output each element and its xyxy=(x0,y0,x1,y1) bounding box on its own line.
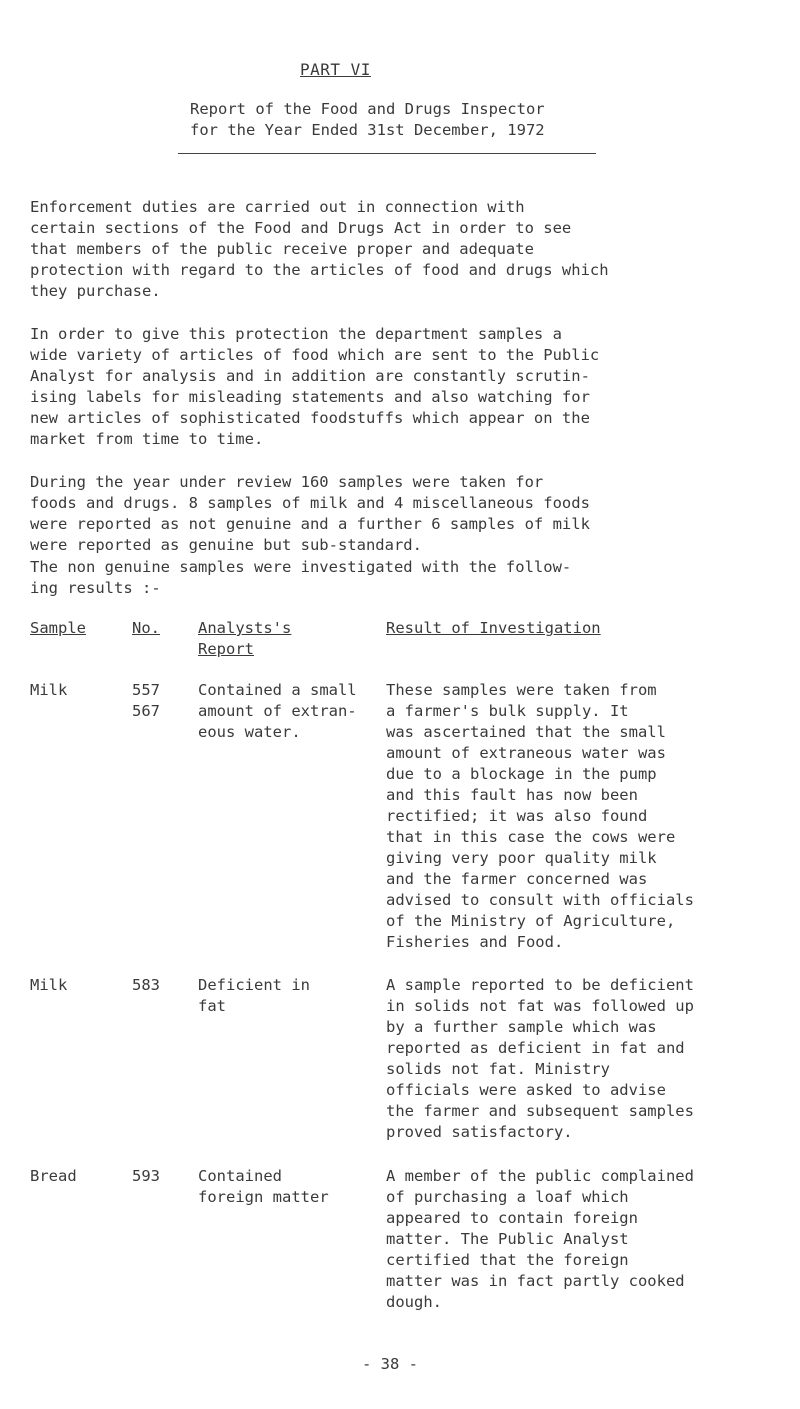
row-1-no: 557 567 xyxy=(132,681,160,720)
subtitle-line-1: Report of the Food and Drugs Inspector xyxy=(190,100,545,118)
header-result: Result of Investigation xyxy=(386,619,601,637)
row-1-result: These samples were taken from a farmer's bulk supply. It was ascertained that the small amount of extraneous water was due to a blockage in the pump and this fault has now been rectified; it was also found that in this case the cows were giving very poor quality milk and the farmer concerned was advised to consult with officials of the Ministry of Agriculture, Fisheries and Food. xyxy=(386,681,694,951)
row-1-sample: Milk xyxy=(30,681,68,699)
paragraph-enforcement: Enforcement duties are carried out in connection with certain sections of the Food and Drugs Act in order to see that members of the public receive proper and adequate protection with regard to the articles of food and drugs which they purchase. xyxy=(30,198,609,300)
row-2-result: A sample reported to be deficient in solids not fat was followed up by a further sample which was reported as deficient in fat and solids not fat. Ministry officials were asked to advise the farmer and subsequent samples proved satisfactory. xyxy=(386,976,694,1141)
row-2-no: 583 xyxy=(132,976,160,994)
row-3-result: A member of the public complained of purchasing a loaf which appeared to contain foreign matter. The Public Analyst certified that the foreign matter was in fact partly cooked dough. xyxy=(386,1167,694,1311)
header-sample: Sample xyxy=(30,619,86,637)
row-2-report: Deficient in fat xyxy=(198,976,310,1015)
header-report-line-1: Analysts's xyxy=(198,619,292,637)
report-subtitle xyxy=(190,99,545,141)
paragraph-results-intro: The non genuine samples were investigated with the follow- ing results :- xyxy=(30,558,572,597)
row-3-report: Contained foreign matter xyxy=(198,1167,329,1206)
row-3-no: 593 xyxy=(132,1167,160,1185)
part-heading: PART VI xyxy=(300,60,371,79)
header-analysts-report xyxy=(198,618,291,660)
header-no: No. xyxy=(132,619,160,637)
title-divider xyxy=(178,153,596,154)
page-number: - 38 - xyxy=(362,1355,418,1373)
row-3-sample: Bread xyxy=(30,1167,77,1185)
row-2-sample: Milk xyxy=(30,976,68,994)
subtitle-line-2: for the Year Ended 31st December, 1972 xyxy=(190,121,545,139)
row-1-report: Contained a small amount of extran- eous water. xyxy=(198,681,357,741)
paragraph-samples: During the year under review 160 samples were taken for foods and drugs. 8 samples of milk and 4 miscellaneous foods were reported as not genuine and a further 6 samples of milk were reported as genuine but sub-standard. xyxy=(30,473,590,554)
paragraph-protection: In order to give this protection the department samples a wide variety of articles of food which are sent to the Public Analyst for analysis and in addition are constantly scrutin- ising labels for misleading statements and also watching for new articles of sophisticated foodstuffs which appear on the market from time to time. xyxy=(30,325,600,448)
header-report-line-2: Report xyxy=(198,640,254,658)
